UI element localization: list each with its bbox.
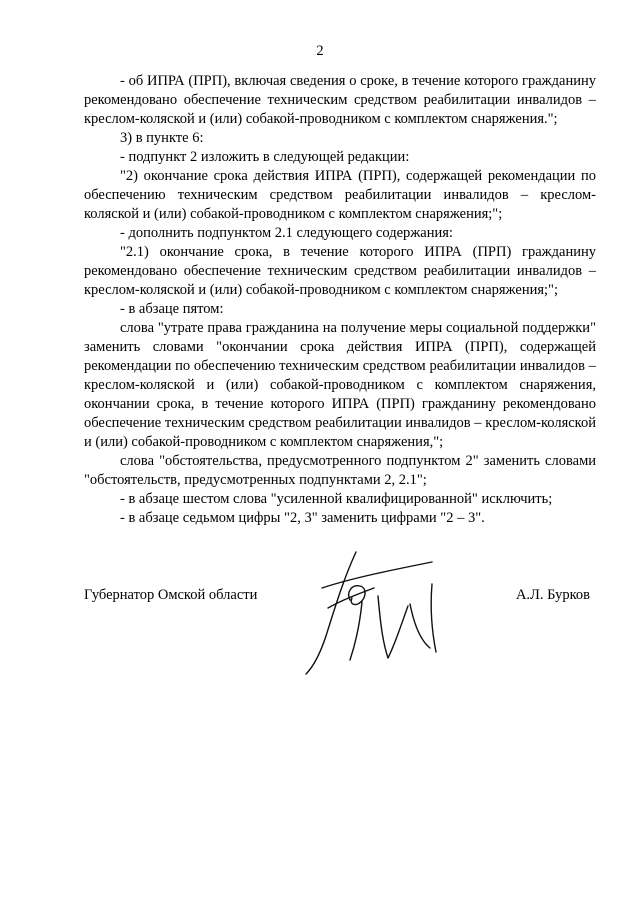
paragraph: 3) в пункте 6: (120, 130, 204, 146)
signatory-name: А.Л. Бурков (515, 587, 590, 603)
page-number: 2 (316, 43, 324, 59)
signatory-title: Губернатор Омской области (84, 587, 258, 603)
paragraph: - подпункт 2 изложить в следующей редакции: (120, 149, 410, 165)
paragraph: - в абзаце седьмом цифры "2, 3" заменить цифрами "2 – 3". (120, 510, 485, 526)
document-body (84, 72, 596, 528)
paragraph: слова "обстоятельства, предусмотренного подпунктом 2" заменить словами "обстоятельств, предусмотренных подпунктами 2, 2.1"; (84, 453, 596, 488)
paragraph: слова "утрате права гражданина на получение меры социальной поддержки" заменить словами "окончании срока действия ИПРА (ПРП), содержащей рекомендации по обеспечению техническим средством реабилитации инвалидов – креслом-коляской и (или) собакой-проводником с комплектом снаряжения, окончании срока, в течение которого ИПРА (ПРП) гражданину рекомендовано обеспечение техническим средством реабилитации инвалидов – креслом-коляской и (или) собакой-проводником с комплектом снаряжения,"; (84, 320, 596, 450)
paragraph: - в абзаце шестом слова "усиленной квалифицированной" исключить; (120, 491, 553, 507)
paragraph: - дополнить подпунктом 2.1 следующего содержания: (120, 225, 453, 241)
paragraph: - в абзаце пятом: (120, 301, 224, 317)
paragraph: "2) окончание срока действия ИПРА (ПРП), содержащей рекомендации по обеспечению техническим средством реабилитации инвалидов – креслом-коляской и (или) собакой-проводником с комплектом снаряжения;"; (84, 168, 596, 222)
paragraph: "2.1) окончание срока, в течение которого ИПРА (ПРП) гражданину рекомендовано обеспечение техническим средством реабилитации инвалидов – креслом-коляской и (или) собакой-проводником с комплектом снаряжения;"; (84, 244, 596, 298)
handwritten-signature (282, 548, 472, 678)
paragraph: - об ИПРА (ПРП), включая сведения о сроке, в течение которого гражданину рекомендовано обеспечение техническим средством реабилитации инвалидов – креслом-коляской и (или) собакой-проводником с комплектом снаряжения."; (84, 73, 596, 127)
